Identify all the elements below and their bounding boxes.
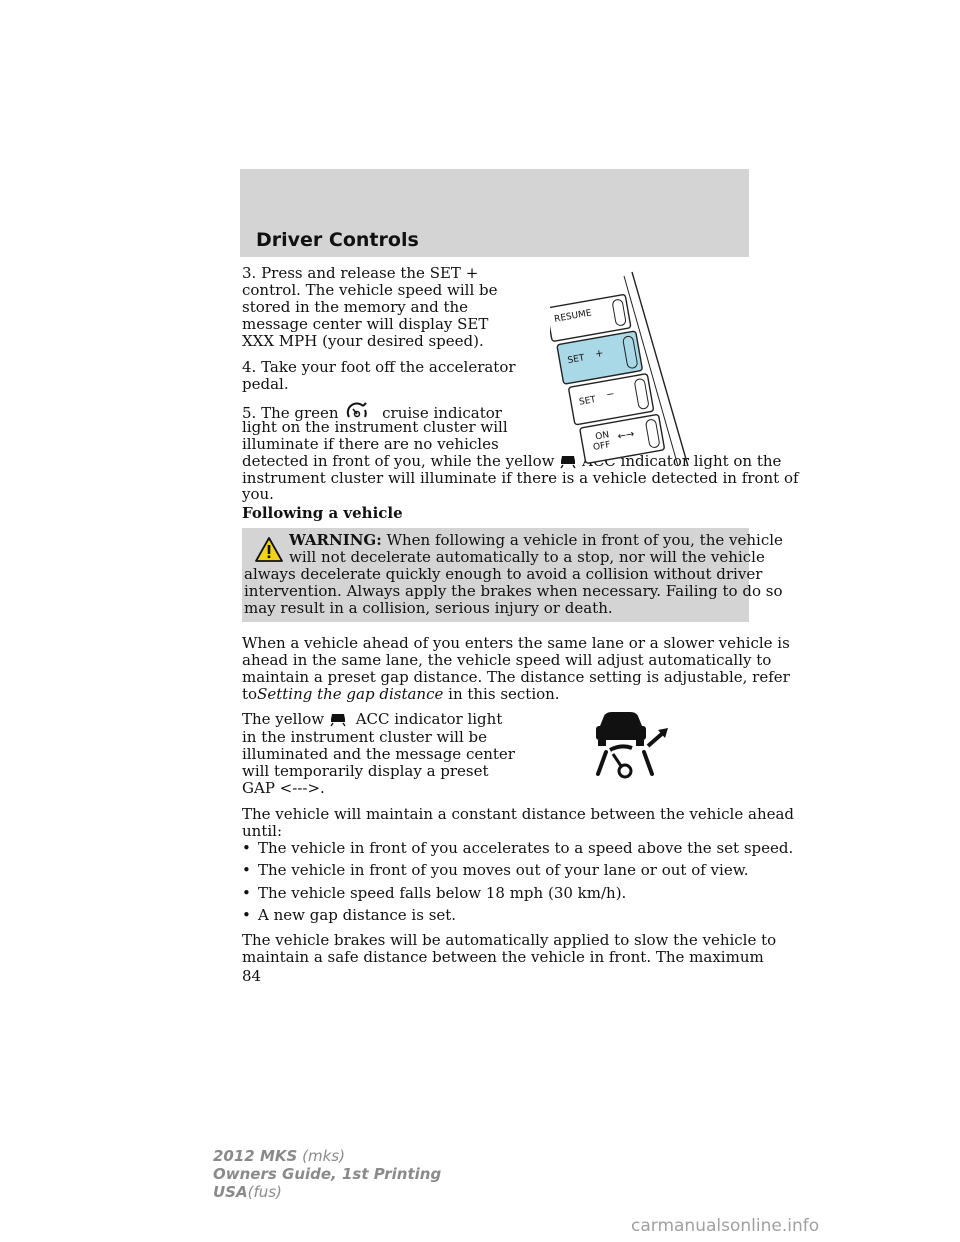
step5-prefix: 5. The green xyxy=(242,404,339,422)
step5-line2: light on the instrument cluster will xyxy=(242,418,508,436)
acc-indicator-illustration xyxy=(588,710,670,786)
warning-line4: intervention. Always apply the brakes when necessary. Failing to do so xyxy=(244,582,783,600)
footer-region-code: (fus) xyxy=(247,1183,282,1201)
step3-line5: XXX MPH (your desired speed). xyxy=(242,332,484,350)
set-minus-label: SET xyxy=(578,394,597,408)
bullet-item: • xyxy=(242,884,251,902)
gap-distance-reference: Setting the gap distance xyxy=(257,685,444,703)
para4-line1: The vehicle brakes will be automatically applied to slow the vehicle to xyxy=(242,931,777,949)
para3-line1: The vehicle will maintain a constant distance between the vehicle ahead xyxy=(242,805,795,823)
warning-line1 xyxy=(289,532,783,549)
footer-region-line xyxy=(213,1183,282,1201)
warning-first: When following a vehicle in front of you, the vehicle xyxy=(386,531,783,549)
step5-line4b: ACC indicator light on the xyxy=(582,452,782,470)
minus-symbol: − xyxy=(605,388,616,401)
footer-model: 2012 MKS xyxy=(213,1147,298,1165)
step3-line1: 3. Press and release the SET + xyxy=(242,264,479,282)
para1-ref-prefix: to xyxy=(242,685,258,703)
warning-line5: may result in a collision, serious injury or death. xyxy=(244,599,613,617)
plus-symbol: + xyxy=(594,347,605,361)
page-number: 84 xyxy=(242,967,262,985)
following-heading: Following a vehicle xyxy=(242,504,403,522)
step5-line4a: detected in front of you, while the yellow xyxy=(242,452,555,470)
para1-line3: maintain a preset gap distance. The distance setting is adjustable, refer xyxy=(242,668,790,686)
bullet-text: The vehicle in front of you moves out of your lane or out of view. xyxy=(258,861,749,879)
step5-line5: instrument cluster will illuminate if there is a vehicle detected in front of xyxy=(242,469,799,487)
bullet-item: • xyxy=(242,861,251,879)
para1-line2: ahead in the same lane, the vehicle speed will adjust automatically to xyxy=(242,651,772,669)
para2-line4: will temporarily display a preset xyxy=(242,762,489,780)
para1-line4 xyxy=(242,686,560,703)
step3-line3: stored in the memory and the xyxy=(242,298,469,316)
footer-guide: Owners Guide, 1st Printing xyxy=(213,1165,442,1183)
para2-line5: GAP <--->. xyxy=(242,779,325,797)
footer-model-line xyxy=(213,1147,345,1165)
footer-region: USA xyxy=(213,1183,248,1201)
on-label: ON xyxy=(594,430,610,443)
step3-line2: control. The vehicle speed will be xyxy=(242,281,498,299)
section-title: Driver Controls xyxy=(256,229,419,251)
set-plus-label: SET xyxy=(566,353,586,367)
bullet-item: • xyxy=(242,906,251,924)
warning-label: WARNING: xyxy=(289,531,382,549)
bullet-text: A new gap distance is set. xyxy=(258,906,457,924)
para3-line2: until: xyxy=(242,822,282,840)
step5-line6: you. xyxy=(242,485,274,503)
section-header xyxy=(240,169,749,257)
step5-suffix: cruise indicator xyxy=(382,404,502,422)
para2-line3: illuminated and the message center xyxy=(242,745,515,763)
bullet-text: The vehicle speed falls below 18 mph (30 km/h). xyxy=(258,884,627,902)
watermark-text: carmanualsonline.info xyxy=(631,1216,820,1236)
step4-line2: pedal. xyxy=(242,375,289,393)
off-label: OFF xyxy=(592,440,612,454)
footer-guide-line xyxy=(213,1165,441,1183)
bullet-text: The vehicle in front of you accelerates to a speed above the set speed. xyxy=(258,839,794,857)
warning-line3: always decelerate quickly enough to avoid a collision without driver xyxy=(244,565,763,583)
warning-triangle-icon xyxy=(254,536,284,568)
step3-line4: message center will display SET xyxy=(242,315,489,333)
warning-line2: will not decelerate automatically to a stop, nor will the vehicle xyxy=(289,548,765,566)
step4-line1: 4. Take your foot off the accelerator xyxy=(242,358,516,376)
para4-line2: maintain a safe distance between the vehicle in front. The maximum xyxy=(242,948,764,966)
para2-line2: in the instrument cluster will be xyxy=(242,728,488,746)
bullet-item: • xyxy=(242,839,251,857)
resume-label: RESUME xyxy=(553,308,593,325)
para2-prefix: The yellow xyxy=(242,710,325,728)
para2-suffix: ACC indicator light xyxy=(355,710,503,728)
gap-arrow-icon: ←→ xyxy=(616,428,636,443)
step5-line3: illuminate if there are no vehicles xyxy=(242,435,499,453)
footer-model-code: (mks) xyxy=(302,1147,345,1165)
para1-line1: When a vehicle ahead of you enters the same lane or a slower vehicle is xyxy=(242,634,790,652)
cruise-control-switch-illustration xyxy=(550,270,755,474)
warning-box xyxy=(242,528,783,622)
para1-ref-suffix: in this section. xyxy=(448,685,560,703)
